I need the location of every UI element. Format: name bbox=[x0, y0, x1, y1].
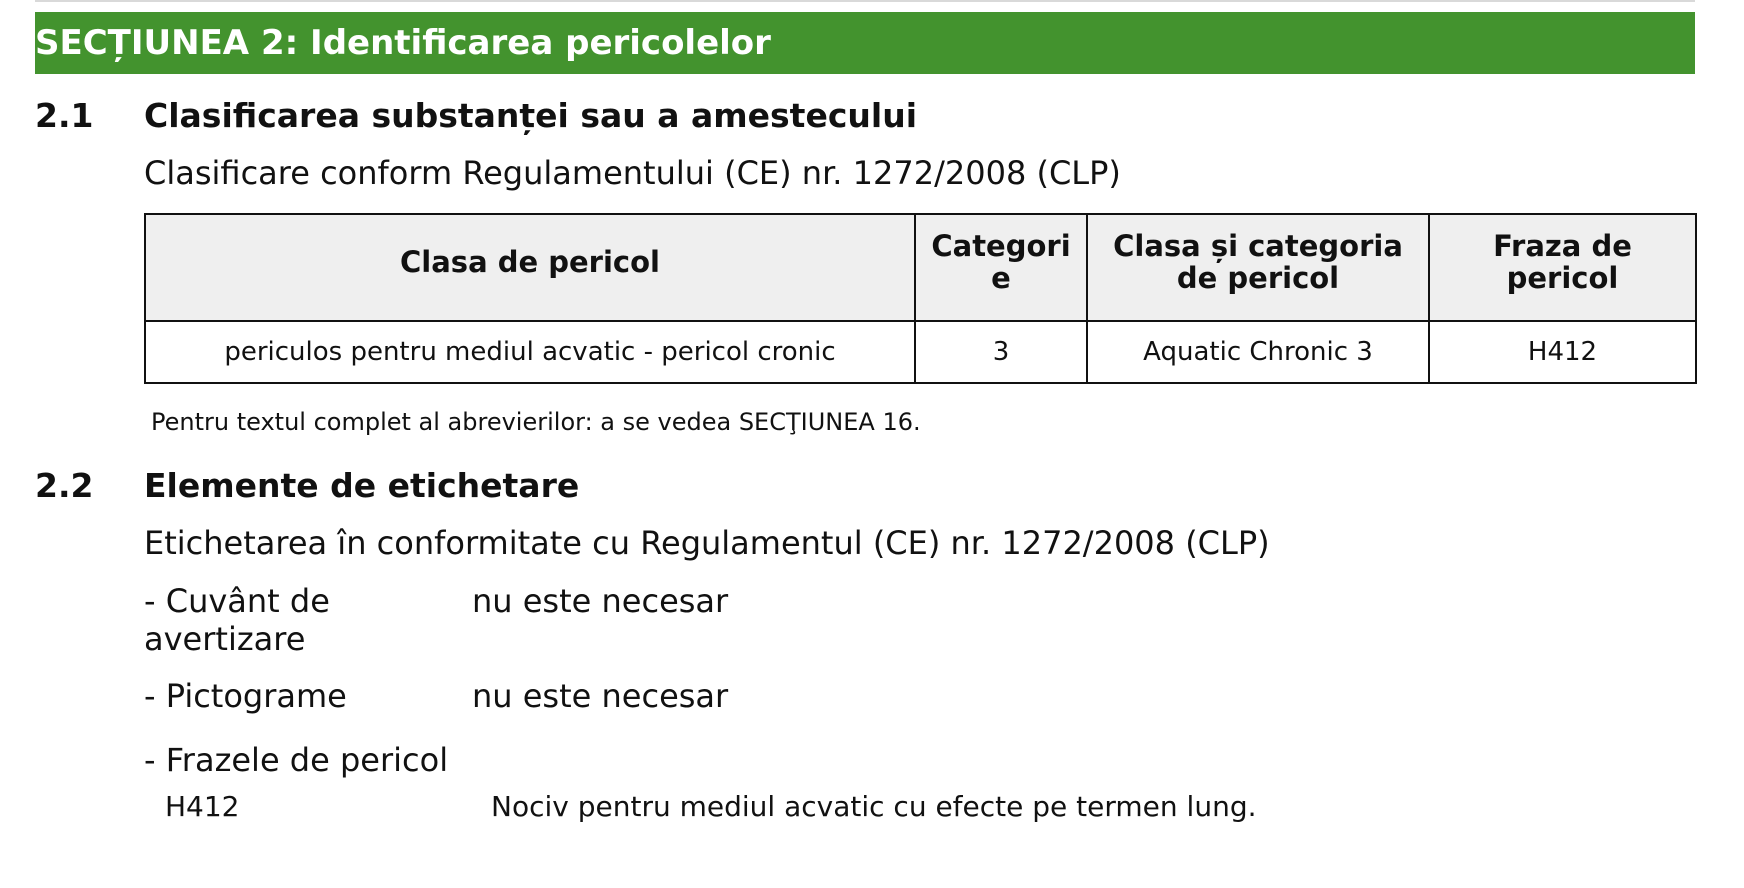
hazard-statement-text: Nociv pentru mediul acvatic cu efecte pe termen lung. bbox=[491, 790, 1257, 823]
header-category-text: Categori e bbox=[931, 228, 1071, 295]
header-category bbox=[915, 214, 1087, 321]
cell-category: 3 bbox=[915, 321, 1087, 383]
subsection-title-2-1: Clasificarea substanței sau a amestecului bbox=[144, 96, 918, 135]
header-hazard-statement: Fraza de pericol bbox=[1429, 214, 1696, 321]
cell-hazard-statement: H412 bbox=[1429, 321, 1696, 383]
classification-table bbox=[144, 213, 1697, 384]
hazard-statements-label: - Frazele de pericol bbox=[144, 741, 449, 779]
hazard-statement-code: H412 bbox=[165, 790, 240, 823]
abbreviations-note: Pentru textul complet al abrevierilor: a se vedea SECŢIUNEA 16. bbox=[151, 408, 921, 436]
subsection-number-2-1: 2.1 bbox=[35, 96, 94, 135]
section-banner: SECȚIUNEA 2: Identificarea pericolelor bbox=[35, 12, 1695, 74]
table-row bbox=[145, 321, 1696, 383]
cell-class-and-category: Aquatic Chronic 3 bbox=[1087, 321, 1429, 383]
cell-hazard-class: periculos pentru mediul acvatic - pericol cronic bbox=[145, 321, 915, 383]
table-header-row bbox=[145, 214, 1696, 321]
pictograms-value: nu este necesar bbox=[472, 677, 729, 715]
subsection-number-2-2: 2.2 bbox=[35, 466, 94, 505]
signal-word-label: - Cuvânt de avertizare bbox=[144, 582, 330, 658]
top-divider bbox=[35, 0, 1695, 2]
header-class-and-category: Clasa și categoria de pericol bbox=[1087, 214, 1429, 321]
labelling-regulation-line: Etichetarea în conformitate cu Regulamentul (CE) nr. 1272/2008 (CLP) bbox=[144, 524, 1270, 562]
pictograms-label: - Pictograme bbox=[144, 677, 347, 715]
signal-word-value: nu este necesar bbox=[472, 582, 729, 620]
subsection-title-2-2: Elemente de etichetare bbox=[144, 466, 580, 505]
header-hazard-class: Clasa de pericol bbox=[145, 214, 915, 321]
classification-regulation-line: Clasificare conform Regulamentului (CE) nr. 1272/2008 (CLP) bbox=[144, 154, 1121, 192]
